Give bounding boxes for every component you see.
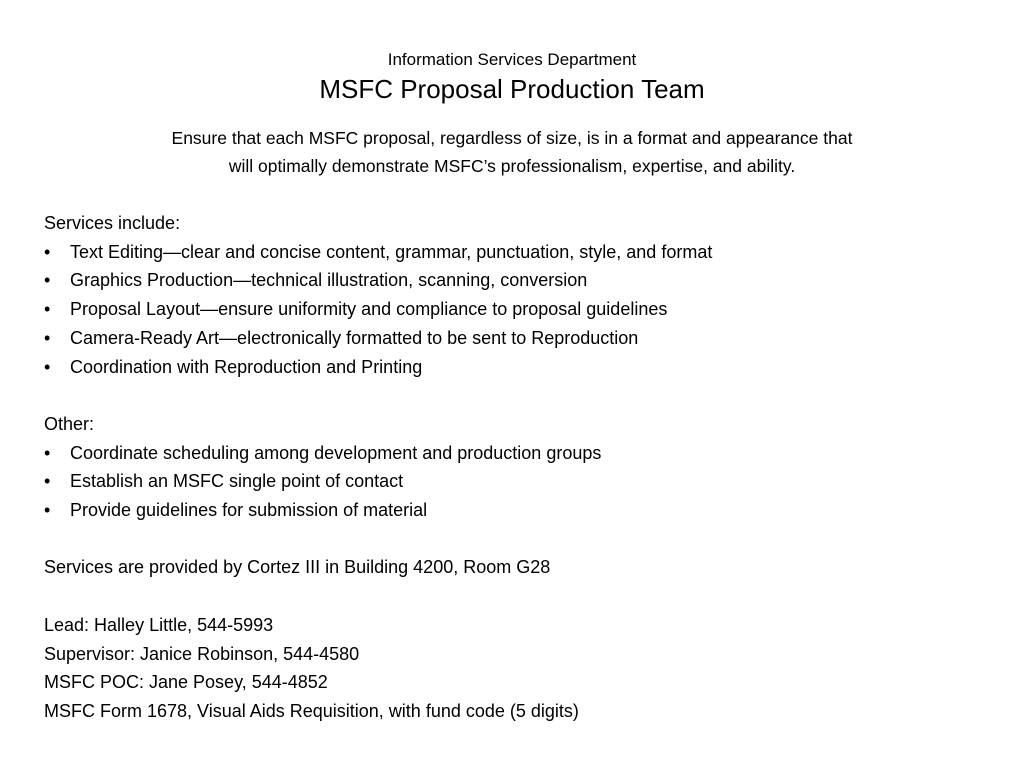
bullet-icon: • xyxy=(44,241,51,262)
list-item xyxy=(44,266,1004,295)
list-item-text: Coordination with Reproduction and Printing xyxy=(70,356,423,377)
location-text: Services are provided by Cortez III in Building 4200, Room G28 xyxy=(44,557,551,578)
bullet-icon: • xyxy=(44,471,51,492)
spacer xyxy=(44,381,1004,410)
list-item xyxy=(44,353,1004,382)
bullet-icon: • xyxy=(44,299,51,320)
list-item xyxy=(44,496,1004,525)
list-item xyxy=(44,324,1004,353)
list-item-text: Graphics Production—technical illustration, scanning, conversion xyxy=(70,270,588,291)
list-item-text: Establish an MSFC single point of contact xyxy=(70,471,404,492)
list-item xyxy=(44,238,1004,267)
mission-line: will optimally demonstrate MSFC’s professionalism, expertise, and ability. xyxy=(228,156,796,176)
list-item xyxy=(44,467,1004,496)
list-item-text: Proposal Layout—ensure uniformity and compliance to proposal guidelines xyxy=(70,299,668,320)
bullet-icon: • xyxy=(44,327,51,348)
form-reference: MSFC Form 1678, Visual Aids Requisition, with fund code (5 digits) xyxy=(44,700,579,721)
body-content xyxy=(44,209,1004,726)
spacer xyxy=(44,582,1004,611)
mission-line: Ensure that each MSFC proposal, regardless of size, is in a format and appearance that xyxy=(171,128,853,148)
bullet-icon: • xyxy=(44,500,51,521)
bullet-icon: • xyxy=(44,270,51,291)
services-list xyxy=(44,238,1004,382)
page-title: MSFC Proposal Production Team xyxy=(319,74,705,104)
department-name: Information Services Department xyxy=(387,50,637,69)
list-item-text: Provide guidelines for submission of material xyxy=(70,500,428,521)
bullet-icon: • xyxy=(44,356,51,377)
poc-contact: MSFC POC: Jane Posey, 544-4852 xyxy=(44,672,328,693)
services-heading: Services include: xyxy=(44,213,181,233)
list-item xyxy=(44,439,1004,468)
list-item-text: Text Editing—clear and concise content, grammar, punctuation, style, and format xyxy=(70,241,713,262)
list-item xyxy=(44,295,1004,324)
other-list xyxy=(44,439,1004,525)
spacer xyxy=(44,525,1004,554)
mission-statement xyxy=(0,124,1024,180)
list-item-text: Camera-Ready Art—electronically formatted to be sent to Reproduction xyxy=(70,327,639,348)
supervisor-contact: Supervisor: Janice Robinson, 544-4580 xyxy=(44,643,360,664)
other-heading: Other: xyxy=(44,413,95,434)
bullet-icon: • xyxy=(44,442,51,463)
lead-contact: Lead: Halley Little, 544-5993 xyxy=(44,614,274,635)
list-item-text: Coordinate scheduling among development and production groups xyxy=(70,442,602,463)
